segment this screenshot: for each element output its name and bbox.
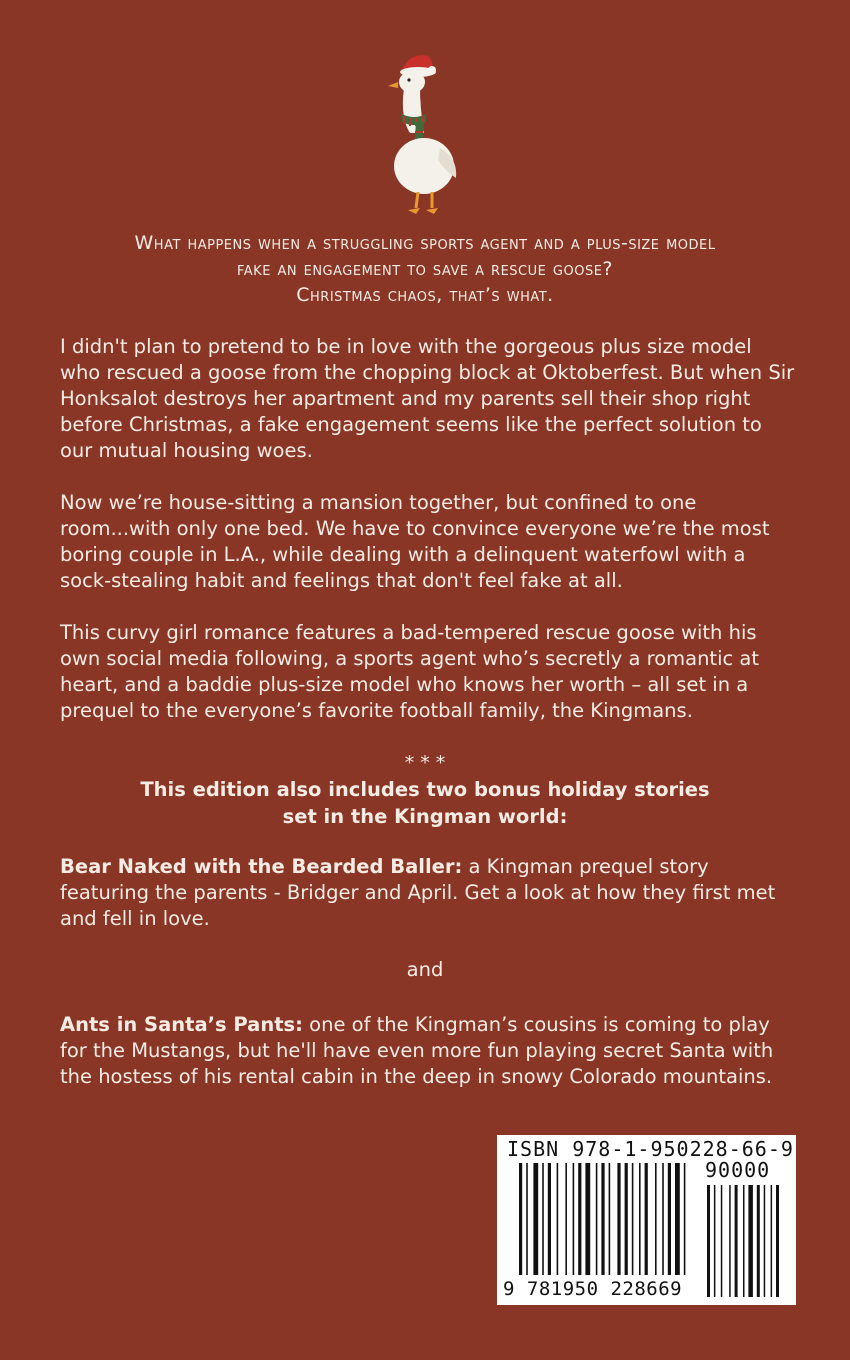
- isbn-number: ISBN 978-1-950228-66-9: [507, 1137, 794, 1161]
- section-separator: * * *: [404, 752, 446, 774]
- barcode-bar: [776, 1185, 779, 1297]
- bonus-story-1-text: a Kingman prequel story featuring the parents - Bridger and April. Get a look at how they first met and fell in love.: [60, 855, 776, 930]
- tagline-line-2: fake an engagement to save a rescue goose?: [237, 258, 613, 280]
- blurb-paragraph-1: [60, 334, 795, 464]
- bonus-story-2-text: one of the Kingman’s cousins is coming to play for the Mustangs, but he'll have even more fun playing secret Santa with the hostess of his rental cabin in the deep in snowy Colorado mountains.: [60, 1013, 774, 1088]
- barcode-bar: [764, 1185, 766, 1297]
- bonus-heading-line-2: set in the Kingman world:: [282, 805, 568, 828]
- barcode-bar: [542, 1163, 544, 1275]
- bonus-heading: [60, 776, 790, 830]
- barcode-bar: [684, 1163, 686, 1275]
- barcode-bar: [617, 1163, 620, 1275]
- barcode-bar: [729, 1185, 731, 1297]
- bonus-heading-line-1: This edition also includes two bonus holiday stories: [140, 778, 710, 801]
- barcode-bar: [743, 1185, 745, 1297]
- blurb-paragraph-3: [60, 620, 795, 724]
- barcode-bar: [609, 1163, 611, 1275]
- barcode-bar: [601, 1163, 604, 1275]
- paragraph-text: I didn't plan to pretend to be in love with the gorgeous plus size model who rescued a goose from the chopping block at Oktoberfest. But when Sir Honksalot destroys her apartment and my parents sell their shop right before Christmas, a fake engagement seems like the perfect solution to our mutual housing woes.: [60, 335, 795, 462]
- paragraph-text: Now we’re house-sitting a mansion together, but confined to one room...with only one bed. We have to convince everyone we’re the most boring couple in L.A., while dealing with a delinquent waterfowl with a sock-stealing habit and feelings that don't feel fake at all.: [60, 491, 770, 592]
- ean-digits: 9 781950 228669: [503, 1278, 683, 1300]
- tagline-line-1: What happens when a struggling sports agent and a plus-size model: [134, 232, 716, 254]
- barcode-bar: [565, 1163, 567, 1275]
- barcode-bar: [632, 1163, 634, 1275]
- barcode-bar: [557, 1163, 559, 1275]
- barcode-bar: [721, 1185, 723, 1297]
- paragraph-text: This curvy girl romance features a bad-tempered rescue goose with his own social media following, a sports agent who’s secretly a romantic at heart, and a baddie plus-size model who knows her worth – all set in a prequel to the everyone’s favorite football family, the Kingmans.: [60, 621, 760, 722]
- tagline-line-3: Christmas chaos, that’s what.: [296, 284, 554, 306]
- barcode-bar: [573, 1163, 575, 1275]
- barcode-bar: [707, 1185, 710, 1297]
- barcode-bar: [639, 1163, 641, 1275]
- barcode-bar: [578, 1163, 581, 1275]
- barcode-bar: [596, 1163, 598, 1275]
- bonus-story-1-title: Bear Naked with the Bearded Baller:: [60, 855, 463, 878]
- barcode-bar: [662, 1163, 664, 1275]
- barcode-bar: [533, 1163, 538, 1275]
- barcode-bar: [625, 1163, 628, 1275]
- barcode-bar: [668, 1163, 671, 1275]
- barcode-bar: [526, 1163, 528, 1275]
- goose-santa-icon: [380, 48, 470, 218]
- barcode-bar: [655, 1163, 657, 1275]
- barcode-bar: [585, 1163, 590, 1275]
- barcode-bar: [645, 1163, 648, 1275]
- bonus-story-2-title: Ants in Santa’s Pants:: [60, 1013, 303, 1036]
- blurb-paragraph-2: [60, 490, 795, 594]
- barcode-bar: [735, 1185, 738, 1297]
- bonus-story-2: [60, 1012, 795, 1090]
- barcode-bar: [519, 1163, 522, 1275]
- barcode-bar: [714, 1185, 716, 1297]
- tagline: [80, 230, 770, 308]
- price-code: 90000: [705, 1158, 771, 1182]
- isbn-barcode: [497, 1135, 796, 1305]
- barcode-bar: [548, 1163, 551, 1275]
- barcode-bar: [675, 1163, 680, 1275]
- barcode-bar: [748, 1185, 753, 1297]
- barcode-bar: [771, 1185, 773, 1297]
- bonus-story-1: [60, 854, 795, 932]
- barcode-bar: [757, 1185, 760, 1297]
- and-connector: and: [406, 958, 444, 981]
